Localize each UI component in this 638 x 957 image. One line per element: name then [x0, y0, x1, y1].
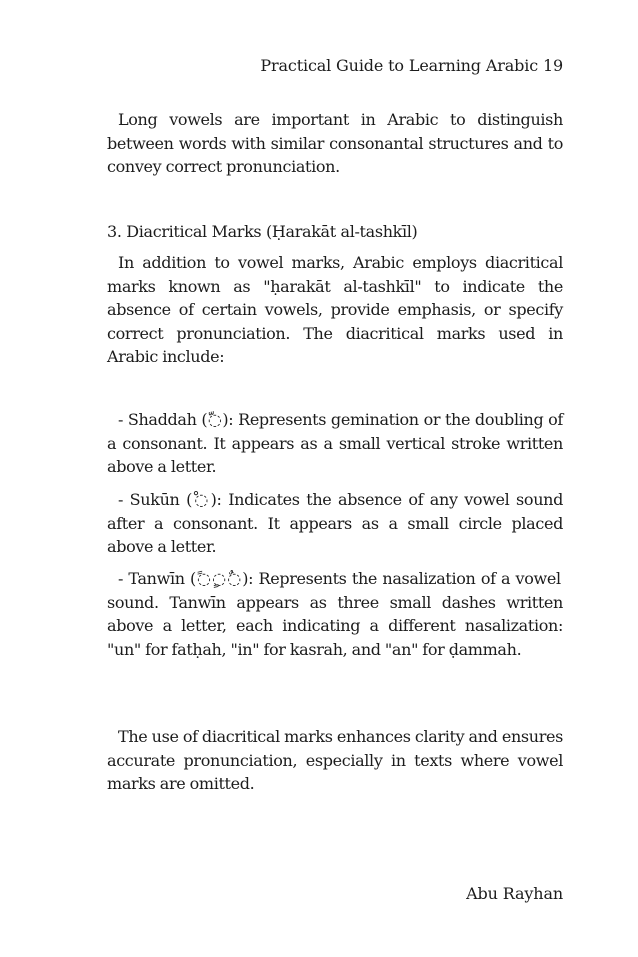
author-name: Abu Rayhan: [466, 884, 563, 903]
running-header: Practical Guide to Learning Arabic 19: [260, 56, 563, 75]
list-item-tanwin: - Tanwīn (◌ً◌ٍ◌ٌ): Represents the nasalization of a vowel sound. Tanwīn appears as three small dashes written above a letter, each indicating a different nasalization: "un" for fatḥah, "in" for kasrah, and "an" for ḍammah.: [107, 569, 563, 659]
intro-paragraph: Long vowels are important in Arabic to distinguish between words with similar consonantal structures and to convey correct pronunciation.: [107, 110, 563, 176]
book-page: [107, 0, 563, 957]
list-item-shaddah: - Shaddah (◌ّ): Represents gemination or the doubling of a consonant. It appears as a small vertical stroke written above a letter.: [107, 410, 563, 476]
section-intro-paragraph: In addition to vowel marks, Arabic employs diacritical marks known as "ḥarakāt al-tashkīl" to indicate the absence of certain vowels, provide emphasis, or specify correct pronunciation. The diacritical marks used in Arabic include:: [107, 253, 563, 366]
section-heading: 3. Diacritical Marks (Ḥarakāt al-tashkīl): [107, 222, 418, 241]
list-item-sukun: - Sukūn (◌ْ): Indicates the absence of any vowel sound after a consonant. It appears as a small circle placed above a letter.: [107, 490, 563, 556]
closing-paragraph: The use of diacritical marks enhances clarity and ensures accurate pronunciation, especially in texts where vowel marks are omitted.: [107, 727, 563, 793]
